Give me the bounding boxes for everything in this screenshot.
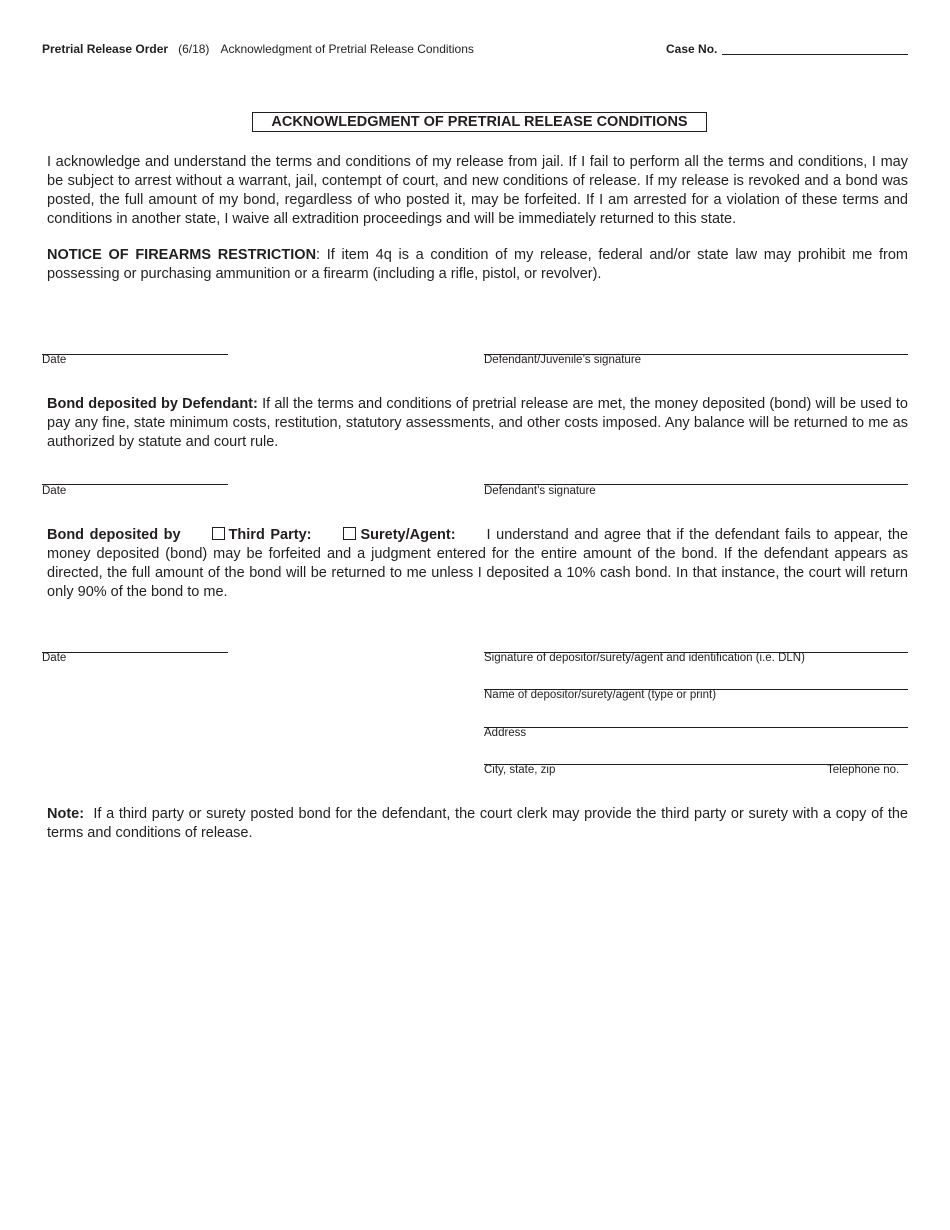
bond-defendant-heading: Bond deposited by Defendant: xyxy=(47,396,258,412)
acknowledgment-paragraph: I acknowledge and understand the terms and conditions of my release from jail. If I fail to perform all the terms and conditions, I may be subject to arrest without a warrant, jail, contempt of court, and new conditions of release. If my release is revoked and a bond was posted, the full amount of my bond, regardless of who posted it, may be forfeited. If I am arrested for a violation of these terms and conditions in another state, I waive all extradition proceedings and will be immediately returned to this state. xyxy=(47,154,908,227)
date-label-2: Date xyxy=(42,485,67,497)
note-paragraph xyxy=(47,805,908,843)
firearms-heading: NOTICE OF FIREARMS RESTRICTION xyxy=(47,247,317,263)
date-field-1[interactable] xyxy=(42,354,228,355)
telephone-label: Telephone no. xyxy=(827,764,900,776)
form-edition: (6/18) xyxy=(178,42,210,56)
surety-agent-label: Surety/Agent: xyxy=(360,527,456,543)
address-field[interactable] xyxy=(484,727,908,728)
bond-third-heading: Bond deposited by xyxy=(47,527,181,543)
defendant-juvenile-signature-label: Defendant/Juvenile’s signature xyxy=(484,354,642,366)
note-text: If a third party or surety posted bond for the defendant, the court clerk may provide the third party or surety with a copy of the terms and conditions of release. xyxy=(47,806,908,841)
surety-agent-checkbox[interactable] xyxy=(343,527,356,540)
third-party-checkbox[interactable] xyxy=(212,527,225,540)
date-field-3[interactable] xyxy=(42,652,228,653)
third-party-label: Third Party: xyxy=(228,527,312,543)
depositor-signature-label: Signature of depositor/surety/agent and identification (i.e. DLN) xyxy=(484,652,805,664)
bond-third-text: I understand and agree that if the defendant fails to appear, the money deposited (bond) may be forfeited and a judgment entered for the entire amount of the bond. If the defendant appears as directed, the full amount of the bond will be returned to me unless I deposited a 10% cash bond. In that instance, the court will return only 90% of the bond to me. xyxy=(47,527,909,600)
date-field-2[interactable] xyxy=(42,484,228,485)
depositor-name-label: Name of depositor/surety/agent (type or print) xyxy=(484,689,717,701)
address-label: Address xyxy=(484,727,527,739)
defendant-signature-label: Defendant’s signature xyxy=(484,485,596,497)
case-no-field[interactable] xyxy=(722,54,908,55)
date-label-1: Date xyxy=(42,354,67,366)
form-subtitle: Acknowledgment of Pretrial Release Conditions xyxy=(220,42,474,56)
date-label-3: Date xyxy=(42,652,67,664)
firearms-text: : If item 4q is a condition of my release, federal and/or state law may prohibit me from possessing or purchasing ammunition or a firearm (including a rifle, pistol, or revolver). xyxy=(47,247,909,282)
bond-defendant-paragraph xyxy=(47,395,908,452)
bond-third-party-paragraph xyxy=(47,526,908,602)
city-state-zip-label: City, state, zip xyxy=(484,764,556,776)
form-header xyxy=(42,42,474,56)
bond-defendant-text: If all the terms and conditions of pretrial release are met, the money deposited (bond) will be used to pay any fine, state minimum costs, restitution, statutory assessments, and other costs imposed. Any balance will be returned to me as authorized by statute and court rule. xyxy=(47,396,908,450)
note-heading: Note: xyxy=(47,806,85,822)
page-title: ACKNOWLEDGMENT OF PRETRIAL RELEASE CONDITIONS xyxy=(252,112,707,132)
form-name: Pretrial Release Order xyxy=(42,42,169,56)
firearms-notice xyxy=(47,246,908,284)
case-no-label: Case No. xyxy=(666,42,718,56)
